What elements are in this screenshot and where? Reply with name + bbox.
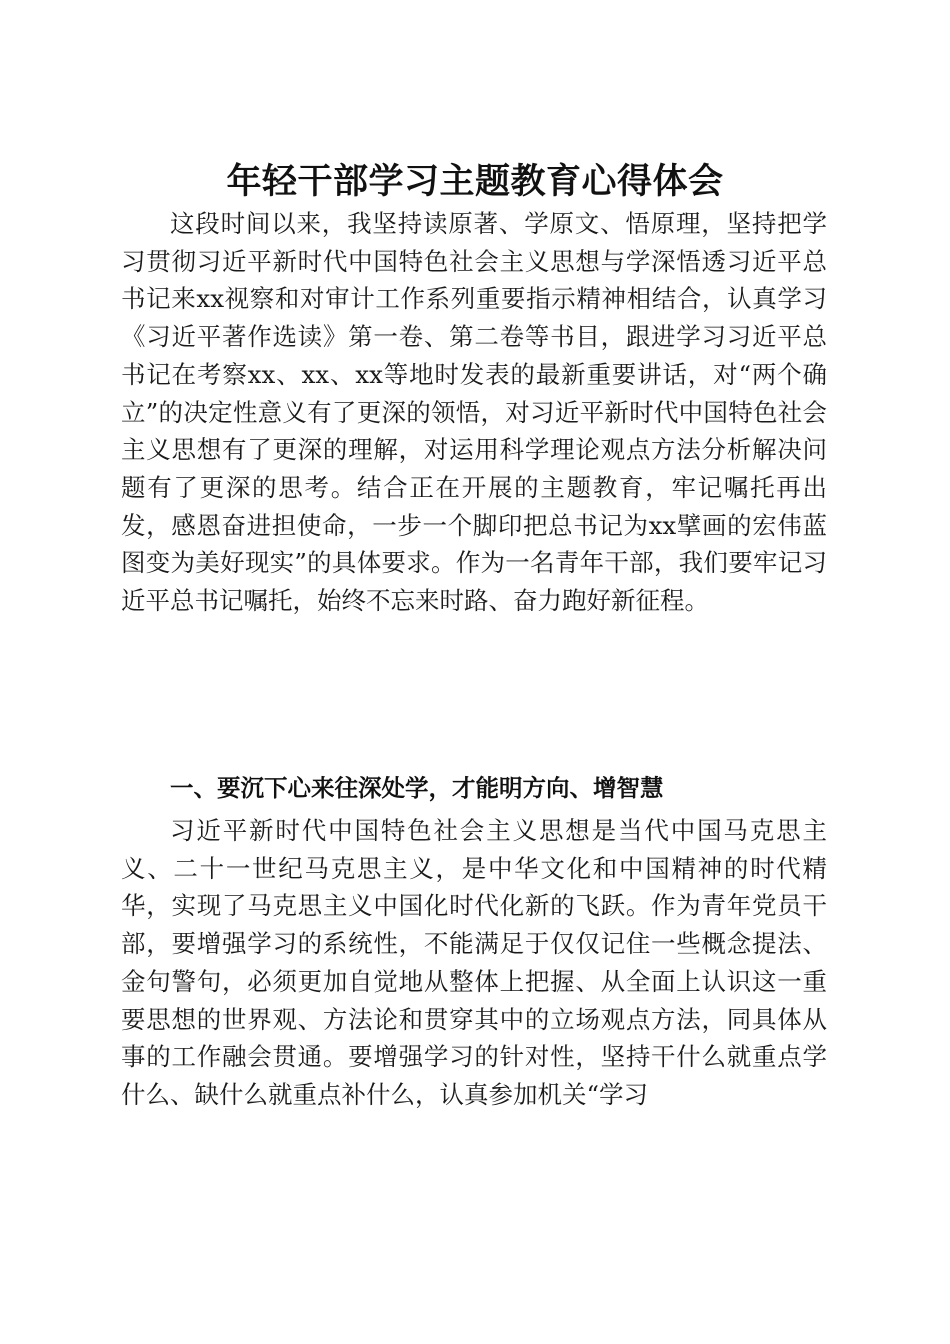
section-1-paragraph: 习近平新时代中国特色社会主义思想是当代中国马克思主义、二十一世纪马克思主义，是中华文化和中国精神的时代精华，实现了马克思主义中国化时代化新的飞跃。作为青年党员干部，要增强学习的系统性，不能满足于仅仅记住一些概念提法、金句警句，必须更加自觉地从整体上把握、从全面上认识这一重要思想的世界观、方法论和贯穿其中的立场观点方法，同具体从事的工作融会贯通。要增强学习的针对性，坚持干什么就重点学什么、缺什么就重点补什么，认真参加机关“学习 (121, 816, 827, 1109)
section-1-heading: 一、要沉下心来往深处学，才能明方向、增智慧 (170, 774, 664, 802)
intro-paragraph: 这段时间以来，我坚持读原著、学原文、悟原理，坚持把学习贯彻习近平新时代中国特色社会主义思想与学深悟透习近平总书记来xx视察和对审计工作系列重要指示精神相结合，认真学习《习近平著作选读》第一卷、第二卷等书目，跟进学习习近平总书记在考察xx、xx、xx等地时发表的最新重要讲话，对“两个确立”的决定性意义有了更深的领悟，对习近平新时代中国特色社会主义思想有了更深的理解，对运用科学理论观点方法分析解决问题有了更深的思考。结合正在开展的主题教育，牢记嘱托再出发，感恩奋进担使命，一步一个脚印把总书记为xx擘画的宏伟蓝图变为美好现实”的具体要求。作为一名青年干部，我们要牢记习近平总书记嘱托，始终不忘来时路、奋力跑好新征程。 (121, 209, 827, 616)
document-title: 年轻干部学习主题教育心得体会 (226, 161, 724, 203)
